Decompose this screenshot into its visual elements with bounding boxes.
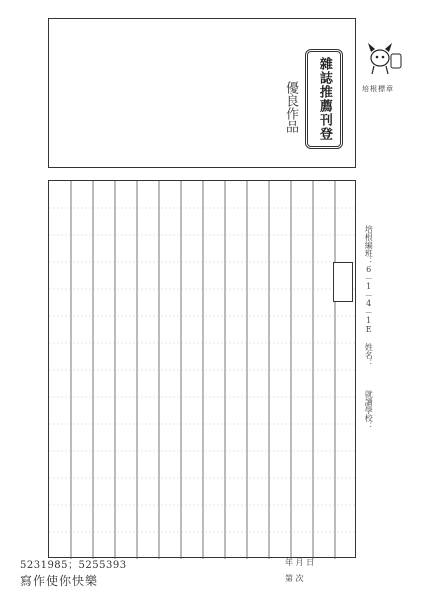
attempt-line: 第 次	[285, 574, 304, 583]
excellent-work-note: 優良作品	[283, 81, 298, 133]
writing-grid	[48, 180, 356, 558]
student-id-label: 培根編班：6－1－4－1E 姓名：	[364, 225, 374, 367]
school-label: 就讀學校：	[364, 390, 374, 430]
comment-stamp-box	[48, 18, 356, 168]
phone-codes: 5231985；5255393	[20, 560, 127, 571]
slogan: 寫作使你快樂	[20, 574, 99, 588]
character-mascot-icon	[360, 40, 404, 76]
magazine-recommendation-seal	[305, 49, 343, 149]
topic-heading	[360, 170, 384, 200]
topic-box	[333, 262, 353, 302]
student-info-strip	[362, 225, 402, 555]
mascot-label: 培根標章	[362, 85, 394, 93]
date-line: 年 月 日	[285, 558, 315, 567]
grid-lines	[49, 181, 357, 559]
seal-text: 雜誌推薦刊登	[316, 57, 332, 141]
